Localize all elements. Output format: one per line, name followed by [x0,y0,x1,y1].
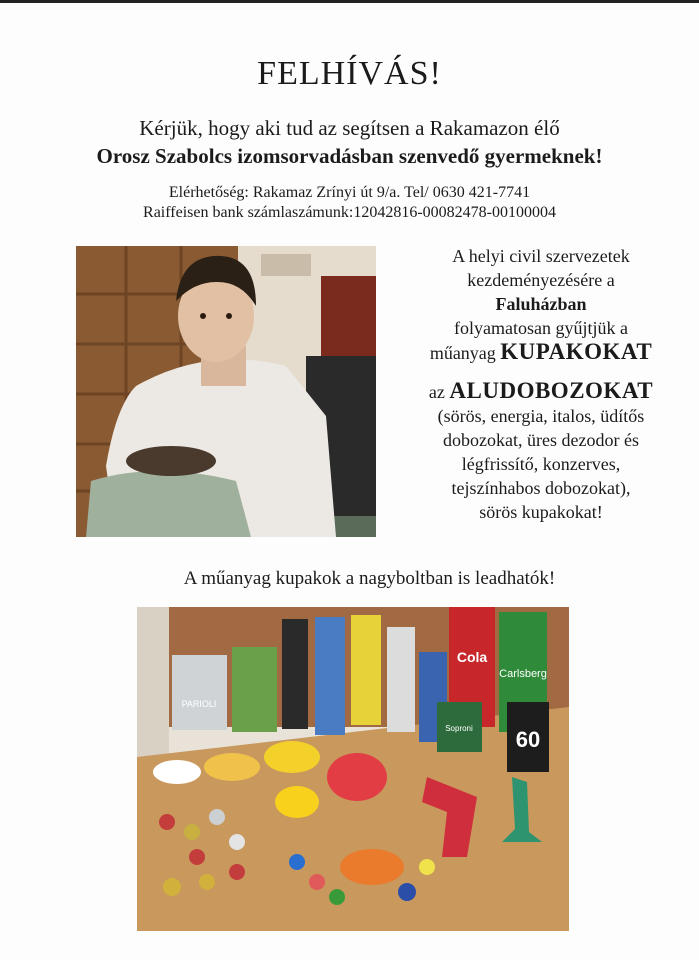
side-line: (sörös, energia, italos, üdítős [437,406,645,426]
side-cans-pre: az [428,382,445,402]
side-line: sörös kupakokat! [479,502,603,522]
appeal-line: Kérjük, hogy aki tud az segítsen a Rakamazon élő [139,116,560,140]
side-line: kezdeményezésére a [467,270,615,290]
side-line: folyamatosan gyűjtjük a [454,318,628,338]
caps-photo [137,607,569,931]
caps-heading: KUPAKOKAT [500,339,653,364]
can-label: PARIOLI [181,699,217,709]
side-line: A helyi civil szervezetek [452,246,630,266]
top-border-line [0,0,699,3]
contact-address: Elérhetőség: Rakamaz Zrínyi út 9/a. Tel/ 0630 421-7741 [168,184,531,201]
can-label: Carlsberg [499,668,547,680]
cans-heading: ALUDOBOZOKAT [449,378,654,403]
child-photo [76,246,376,537]
can-label: Soproni [445,724,473,733]
side-line: légfrissítő, konzerves, [461,454,621,474]
side-caps-pre: műanyag [429,343,496,363]
appeal-beneficiary: Orosz Szabolcs izomsorvadásban szenvedő gyermeknek! [96,144,603,168]
side-line: tejszínhabos dobozokat), [451,478,631,498]
dropoff-note: A műanyag kupakok a nagyboltban is leadhatók! [183,568,556,589]
can-label: 60 [515,727,541,752]
bank-account: Raiffeisen bank számlaszámunk:12042816-00082478-00100004 [143,204,556,221]
collection-text [386,244,696,524]
flyer-title: FELHÍVÁS! [257,55,442,92]
side-caps-line [386,340,696,365]
side-cans-line [386,379,696,404]
contact-block [0,183,699,223]
side-line: dobozokat, üres dezodor és [443,430,639,450]
side-location: Faluházban [495,294,587,314]
can-label: Cola [456,649,488,665]
